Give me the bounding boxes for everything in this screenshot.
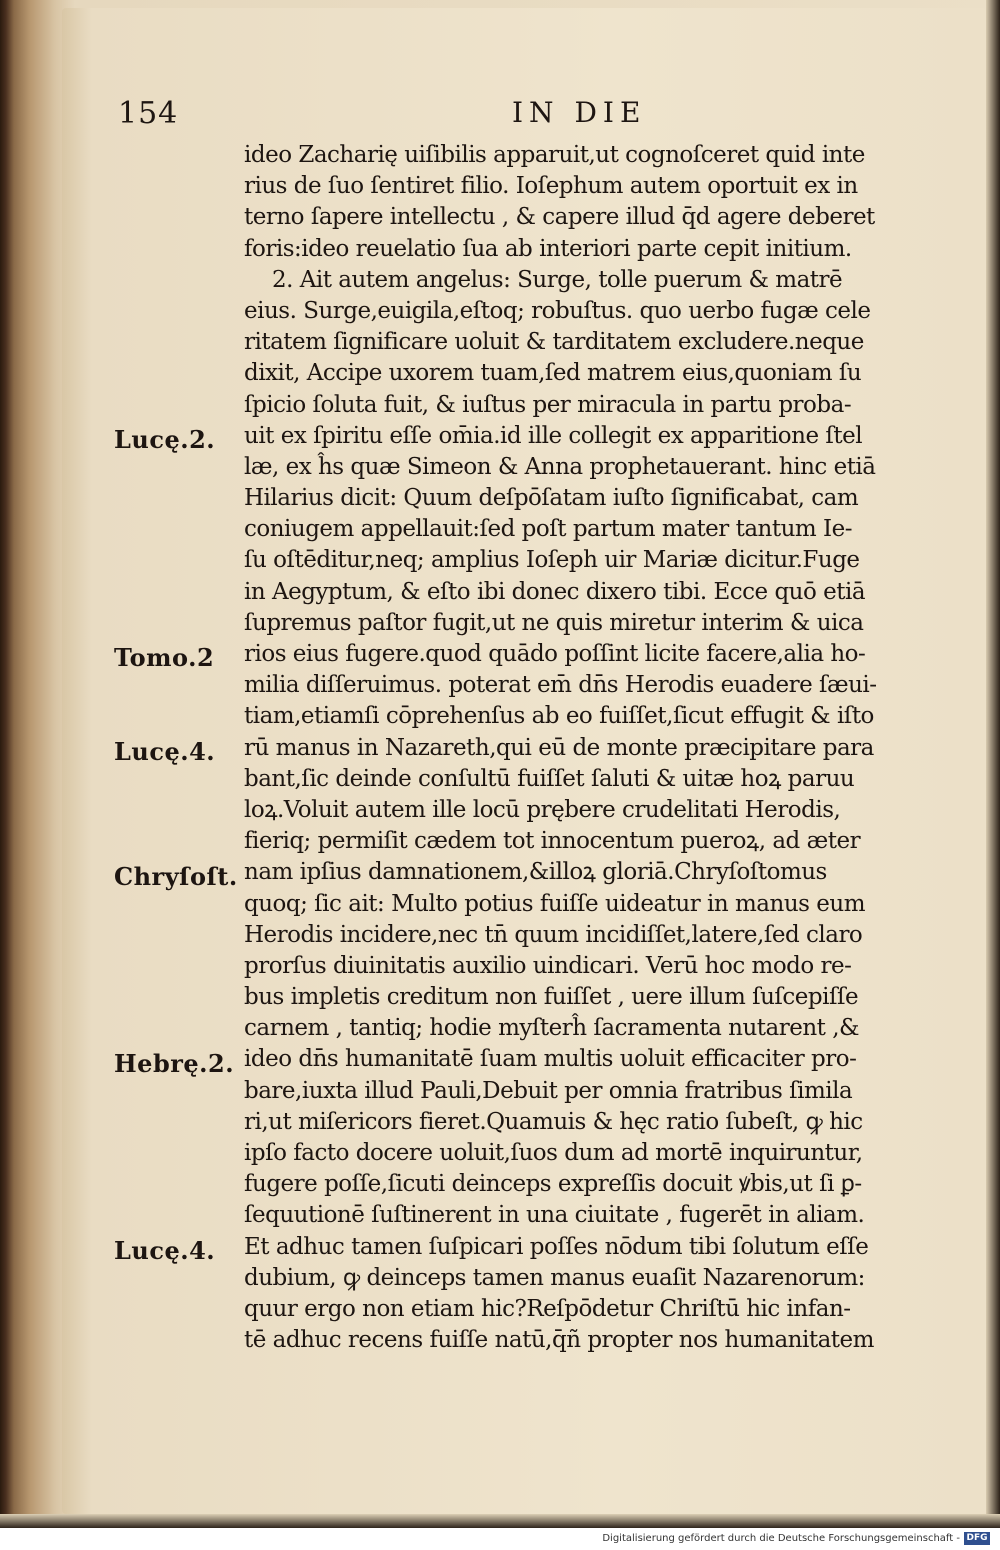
dfg-logo: DFG [964, 1532, 990, 1545]
running-head: IN DIE [512, 96, 647, 129]
text-line: terno ſapere intellectu , & capere illud q̄d agere deberet [244, 204, 875, 231]
text-line: fieriq; permiſit cædem tot innocentum pueroꝝ, ad æter [244, 828, 861, 855]
margin-note: Tomo.2 [114, 643, 215, 673]
text-line: tē adhuc recens fuiſſe natū,q̄ñ propter nos humanitatem [244, 1327, 874, 1354]
text-line: bant,ſic deinde conſultū fuiſſet ſaluti & uitæ hoꝝ paruu [244, 765, 855, 792]
page-edge [986, 0, 1000, 1528]
text-line: quur ergo non etiam hic?Reſpōdetur Chriſtū hic infan- [244, 1295, 851, 1322]
text-line: uit ex ſpiritu eſſe om̄ia.id ille collegit ex apparitione ſtel [244, 422, 863, 449]
text-line: ideo dn̄s humanitatē ſuam multis uoluit efficaciter pro- [244, 1046, 857, 1073]
text-line: 2. Ait autem angelus: Surge, tolle puerum & matrē [272, 266, 843, 293]
text-line: prorſus diuinitatis auxilio uindicari. Verū hoc modo re- [244, 952, 852, 979]
text-line: nam ipſius damnationem,&illoꝝ gloriā.Chryſoſtomus [244, 859, 827, 886]
margin-note: Chryſoſt. [114, 861, 238, 891]
text-line: læ, ex ĥs quæ Simeon & Anna prophetauerant. hinc etiā [244, 453, 876, 480]
text-line: quoq; ſic ait: Multo potius fuiſſe uideatur in manus eum [244, 890, 865, 917]
margin-note: Lucę.4. [114, 1236, 216, 1265]
footer-credit: Digitalisierung gefördert durch die Deutsche Forschungsgemeinschaft - [602, 1533, 960, 1544]
text-line: ſupremus paſtor fugit,ut ne quis miretur interim & uica [244, 609, 864, 636]
text-line: rios eius fugere.quod quādo poſſint licite facere,alia ho- [244, 641, 866, 667]
text-line: Et adhuc tamen ſuſpicari poſſes nōdum tibi ſolutum eſſe [244, 1233, 869, 1260]
text-line: rū manus in Nazareth,qui eū de monte præcipitare para [244, 734, 874, 761]
margin-note: Lucę.2. [114, 424, 216, 454]
page-number: 154 [118, 96, 179, 131]
text-line: rius de ſuo ſentiret filio. Ioſephum autem oportuit ex in [244, 173, 858, 200]
text-line: ritatem ſignificare uoluit & tarditatem excludere.neque [244, 329, 864, 356]
text-line: ſequutionē ſuſtinerent in una ciuitate , fugerēt in aliam. [244, 1202, 865, 1229]
text-line: tiam,etiamſi cōprehenſus ab eo fuiſſet,ſicut effugit & iſto [244, 703, 874, 730]
text-line: ri,ut miſericors fieret.Quamuis & hęc ratio ſubeſt, ꝙ hic [244, 1108, 863, 1135]
text-line: in Aegyptum, & eſto ibi donec dixero tibi. Ecce quō etiā [244, 578, 866, 605]
text-line: ſpicio ſoluta fuit, & iuſtus per miracula in partu proba- [244, 391, 852, 418]
margin-note: Hebrę.2. [114, 1048, 235, 1078]
text-line: ſu oſtēditur,neq; amplius Ioſeph uir Mariæ dicitur.Fuge [244, 547, 860, 574]
text-line: ipſo facto docere uoluit,ſuos dum ad mortē inquiruntur, [244, 1140, 863, 1166]
text-line: dixit, Accipe uxorem tuam,ſed matrem eius,quoniam ſu [244, 360, 862, 387]
text-line: carnem , tantiq; hodie myſterĥ ſacramenta nutarent ,& [244, 1015, 860, 1042]
text-line: ideo Zacharię uiſibilis apparuit,ut cognoſceret quid inte [244, 142, 865, 168]
text-line: dubium, ꝙ deinceps tamen manus euaſit Nazarenorum: [244, 1264, 865, 1291]
text-line: Herodis incidere,nec tn̄ quum incidiſſet,latere,ſed claro [244, 921, 863, 948]
body-text [244, 140, 944, 1356]
page-edge-bottom [0, 1514, 1000, 1528]
text-line: Hilarius dicit: Quum deſpōſatam iuſto ſignificabat, cam [244, 485, 859, 512]
text-line: coniugem appellauit:ſed poſt partum mater tantum Ie- [244, 516, 853, 543]
text-line: loꝝ.Voluit autem ille locū prębere crudelitati Herodis, [244, 796, 841, 823]
margin-note: Lucę.4. [114, 736, 216, 766]
text-line: bare,iuxta illud Pauli,Debuit per omnia fratribus ſimila [244, 1077, 853, 1104]
text-line: milia diſſeruimus. poterat em̄ dn̄s Herodis euadere ſæui- [244, 672, 877, 699]
text-line: fugere poſſe,ſicuti deinceps expreſſis docuit ꝟbis,ut ſi ꝑ- [244, 1171, 862, 1198]
text-line: bus impletis creditum non fuiſſet , uere illum ſuſcepiſſe [244, 984, 859, 1011]
text-line: eius. Surge,euigila,eſtoq; robuſtus. quo uerbo fugæ cele [244, 297, 871, 324]
text-line: foris:ideo reuelatio ſua ab interiori parte cepit initium. [244, 235, 852, 262]
